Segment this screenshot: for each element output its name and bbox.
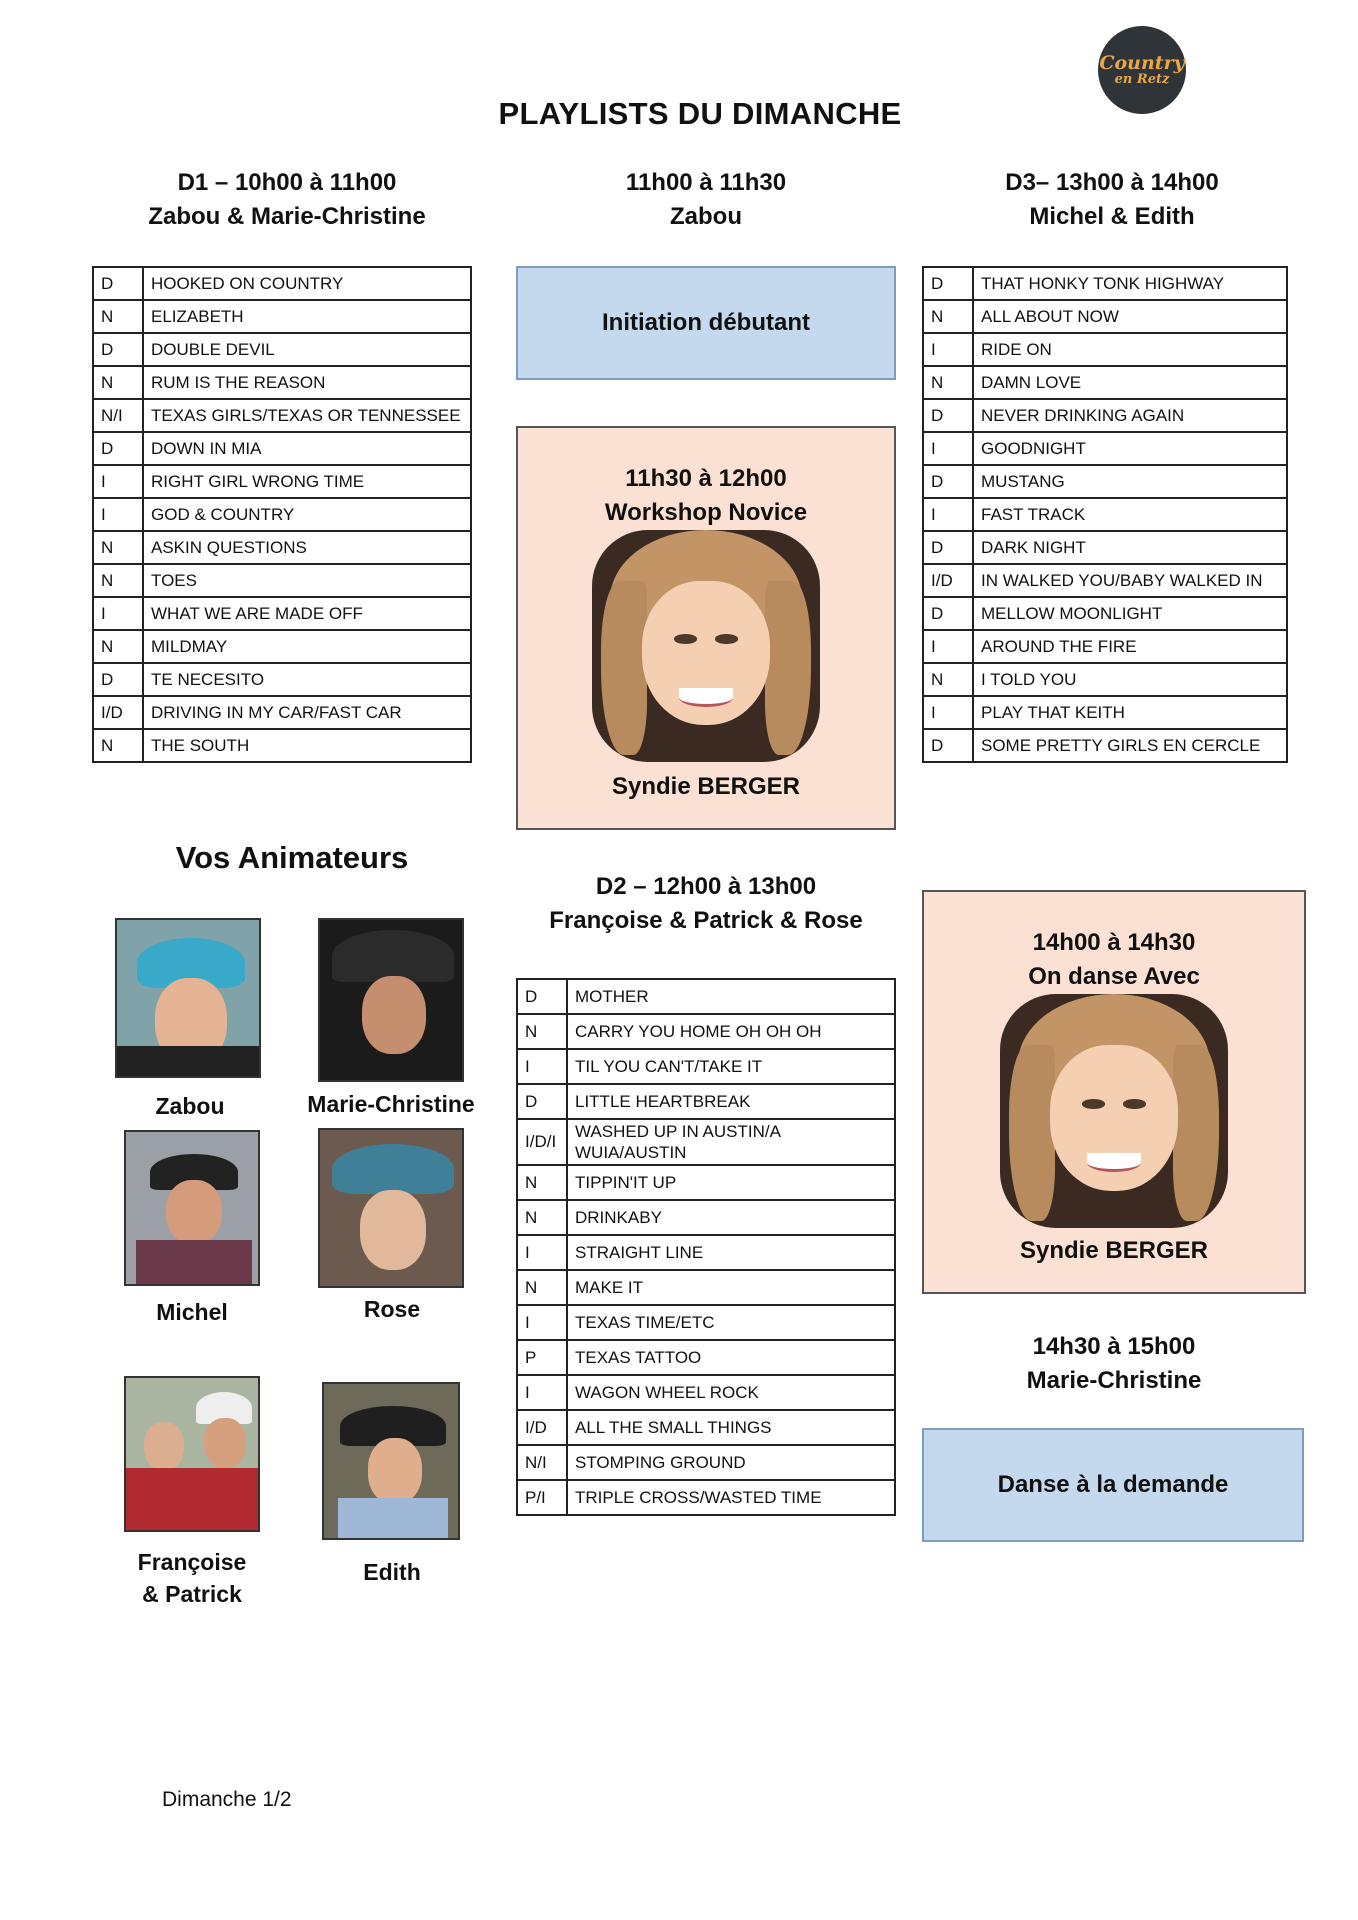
- dance-level-code: P: [517, 1340, 567, 1375]
- dance-level-code: I: [923, 333, 973, 366]
- dance-level-code: N: [517, 1200, 567, 1235]
- dance-level-code: I/D: [517, 1410, 567, 1445]
- song-title: TEXAS TIME/ETC: [567, 1305, 895, 1340]
- table-row: [93, 729, 471, 762]
- table-row: [517, 1084, 895, 1119]
- s1130-time: 11h00 à 11h30: [625, 169, 787, 196]
- logo-line1: Country: [1099, 52, 1185, 74]
- d3-hosts: Michel & Edith: [1029, 203, 1195, 230]
- table-row: [517, 1200, 895, 1235]
- animateurs-heading: Vos Animateurs: [175, 840, 409, 875]
- song-title: ELIZABETH: [143, 300, 471, 333]
- table-row: [923, 630, 1287, 663]
- dance-level-code: I: [93, 498, 143, 531]
- table-row: [923, 729, 1287, 762]
- song-title: ALL ABOUT NOW: [973, 300, 1287, 333]
- page-title: PLAYLISTS DU DIMANCHE: [498, 96, 902, 131]
- d2-header: [516, 870, 896, 938]
- zabou-photo: [115, 918, 261, 1078]
- dance-level-code: D: [93, 663, 143, 696]
- table-row: [923, 531, 1287, 564]
- table-row: [93, 597, 471, 630]
- on-danse-name: Syndie BERGER: [1019, 1237, 1209, 1264]
- table-row: [923, 597, 1287, 630]
- syndie-portrait: [592, 530, 820, 762]
- song-title: NEVER DRINKING AGAIN: [973, 399, 1287, 432]
- d1-header: [92, 166, 482, 234]
- dance-level-code: D: [923, 465, 973, 498]
- dance-level-code: N: [923, 663, 973, 696]
- song-title: MELLOW MOONLIGHT: [973, 597, 1287, 630]
- song-title: STOMPING GROUND: [567, 1445, 895, 1480]
- song-title: STRAIGHT LINE: [567, 1235, 895, 1270]
- song-title: WHAT WE ARE MADE OFF: [143, 597, 471, 630]
- song-title: DARK NIGHT: [973, 531, 1287, 564]
- d3-time: D3– 13h00 à 14h00: [1005, 169, 1219, 196]
- logo-line2: en Retz: [1114, 72, 1170, 87]
- dance-level-code: D: [923, 729, 973, 762]
- s1430-header: [922, 1330, 1306, 1398]
- workshop-label: Workshop Novice: [604, 499, 808, 526]
- dance-level-code: I/D: [93, 696, 143, 729]
- dance-level-code: N: [517, 1014, 567, 1049]
- marie-christine-photo: [318, 918, 464, 1082]
- song-title: CARRY YOU HOME OH OH OH: [567, 1014, 895, 1049]
- rose-name: Rose: [363, 1296, 421, 1322]
- song-title: [567, 1119, 895, 1165]
- song-title: GOODNIGHT: [973, 432, 1287, 465]
- table-row: [93, 498, 471, 531]
- table-row: [517, 1410, 895, 1445]
- dance-level-code: N: [93, 366, 143, 399]
- workshop-box: [516, 426, 896, 830]
- d3-header: [922, 166, 1302, 234]
- dance-level-code: I: [93, 597, 143, 630]
- michel-name: Michel: [156, 1299, 228, 1325]
- table-row: [923, 564, 1287, 597]
- table-row: [923, 366, 1287, 399]
- table-row: [923, 498, 1287, 531]
- table-row: [517, 1235, 895, 1270]
- dance-level-code: N: [517, 1165, 567, 1200]
- table-row: [517, 1119, 895, 1165]
- dance-level-code: P/I: [517, 1480, 567, 1515]
- table-row: [923, 465, 1287, 498]
- song-title: MILDMAY: [143, 630, 471, 663]
- table-row: [517, 979, 895, 1014]
- on-danse-time: 14h00 à 14h30: [1032, 929, 1196, 956]
- s1130-hosts: Zabou: [670, 203, 742, 230]
- song-title: ASKIN QUESTIONS: [143, 531, 471, 564]
- song-title: THAT HONKY TONK HIGHWAY: [973, 267, 1287, 300]
- song-title: GOD & COUNTRY: [143, 498, 471, 531]
- d1-hosts: Zabou & Marie-Christine: [148, 203, 426, 230]
- song-title: MAKE IT: [567, 1270, 895, 1305]
- table-row: [93, 696, 471, 729]
- d3-playlist-table: [922, 266, 1288, 763]
- song-title: WAGON WHEEL ROCK: [567, 1375, 895, 1410]
- table-row: [93, 465, 471, 498]
- zabou-name: Zabou: [155, 1093, 225, 1119]
- dance-level-code: D: [93, 267, 143, 300]
- francoise-patrick-photo: [124, 1376, 260, 1532]
- song-title-line1: WASHED UP IN AUSTIN/A: [575, 1122, 781, 1141]
- marie-christine-name: Marie-Christine: [307, 1091, 475, 1117]
- dance-level-code: D: [517, 979, 567, 1014]
- on-danse-label: On danse Avec: [1028, 963, 1200, 990]
- dance-level-code: D: [923, 597, 973, 630]
- song-title: FAST TRACK: [973, 498, 1287, 531]
- song-title: LITTLE HEARTBREAK: [567, 1084, 895, 1119]
- d1-playlist-table: [92, 266, 472, 763]
- s1130-header: [516, 166, 896, 234]
- song-title: THE SOUTH: [143, 729, 471, 762]
- table-row: [923, 399, 1287, 432]
- song-title: I TOLD YOU: [973, 663, 1287, 696]
- dance-level-code: I: [93, 465, 143, 498]
- dance-level-code: D: [923, 267, 973, 300]
- s1430-time: 14h30 à 15h00: [1032, 1333, 1196, 1360]
- table-row: [517, 1165, 895, 1200]
- song-title: DRINKABY: [567, 1200, 895, 1235]
- d1-time: D1 – 10h00 à 11h00: [177, 169, 397, 196]
- song-title: HOOKED ON COUNTRY: [143, 267, 471, 300]
- table-row: [93, 333, 471, 366]
- song-title: SOME PRETTY GIRLS EN CERCLE: [973, 729, 1287, 762]
- michel-photo: [124, 1130, 260, 1286]
- dance-level-code: N: [517, 1270, 567, 1305]
- dance-level-code: N: [923, 300, 973, 333]
- dance-level-code: I: [923, 696, 973, 729]
- dance-level-code: N: [93, 729, 143, 762]
- song-title: TEXAS TATTOO: [567, 1340, 895, 1375]
- dance-level-code: I: [517, 1049, 567, 1084]
- dance-level-code: N/I: [517, 1445, 567, 1480]
- table-row: [923, 663, 1287, 696]
- workshop-time: 11h30 à 12h00: [625, 465, 787, 492]
- song-title: DOWN IN MIA: [143, 432, 471, 465]
- table-row: [93, 630, 471, 663]
- on-danse-box: [922, 890, 1306, 1294]
- song-title: TIPPIN'IT UP: [567, 1165, 895, 1200]
- table-row: [517, 1049, 895, 1084]
- s1430-hosts: Marie-Christine: [1026, 1367, 1202, 1394]
- song-title: ALL THE SMALL THINGS: [567, 1410, 895, 1445]
- table-row: [93, 432, 471, 465]
- table-row: [517, 1480, 895, 1515]
- dance-level-code: I/D/I: [517, 1119, 567, 1165]
- song-title: AROUND THE FIRE: [973, 630, 1287, 663]
- dance-level-code: N: [93, 531, 143, 564]
- song-title: DAMN LOVE: [973, 366, 1287, 399]
- dance-level-code: N: [93, 300, 143, 333]
- table-row: [923, 333, 1287, 366]
- francoise-name: Françoise: [137, 1549, 247, 1575]
- table-row: [517, 1375, 895, 1410]
- table-row: [93, 564, 471, 597]
- table-row: [93, 300, 471, 333]
- dance-level-code: I: [517, 1375, 567, 1410]
- song-title: DRIVING IN MY CAR/FAST CAR: [143, 696, 471, 729]
- table-row: [923, 300, 1287, 333]
- table-row: [517, 1014, 895, 1049]
- d2-hosts: Françoise & Patrick & Rose: [549, 907, 863, 934]
- song-title: TRIPLE CROSS/WASTED TIME: [567, 1480, 895, 1515]
- dance-level-code: D: [93, 333, 143, 366]
- patrick-name: & Patrick: [142, 1581, 242, 1607]
- song-title: DOUBLE DEVIL: [143, 333, 471, 366]
- table-row: [93, 366, 471, 399]
- dance-level-code: I: [923, 432, 973, 465]
- dance-level-code: I/D: [923, 564, 973, 597]
- dance-level-code: N/I: [93, 399, 143, 432]
- song-title: TE NECESITO: [143, 663, 471, 696]
- dance-level-code: N: [93, 564, 143, 597]
- song-title: RIDE ON: [973, 333, 1287, 366]
- song-title: TIL YOU CAN'T/TAKE IT: [567, 1049, 895, 1084]
- song-title: IN WALKED YOU/BABY WALKED IN: [973, 564, 1287, 597]
- rose-photo: [318, 1128, 464, 1288]
- dance-level-code: I: [517, 1235, 567, 1270]
- table-row: [923, 267, 1287, 300]
- dance-level-code: I: [923, 498, 973, 531]
- danse-demande-label: Danse à la demande: [997, 1471, 1229, 1498]
- dance-level-code: D: [517, 1084, 567, 1119]
- song-title: TEXAS GIRLS/TEXAS OR TENNESSEE: [143, 399, 471, 432]
- edith-photo: [322, 1382, 460, 1540]
- dance-level-code: I: [923, 630, 973, 663]
- table-row: [93, 531, 471, 564]
- dance-level-code: D: [923, 531, 973, 564]
- initiation-label: Initiation débutant: [602, 309, 810, 336]
- table-row: [93, 267, 471, 300]
- table-row: [517, 1270, 895, 1305]
- song-title: RIGHT GIRL WRONG TIME: [143, 465, 471, 498]
- table-row: [93, 399, 471, 432]
- edith-name: Edith: [363, 1559, 421, 1585]
- d2-time: D2 – 12h00 à 13h00: [595, 873, 817, 900]
- syndie-portrait-2: [1000, 994, 1228, 1228]
- table-row: [93, 663, 471, 696]
- dance-level-code: N: [923, 366, 973, 399]
- dance-level-code: D: [923, 399, 973, 432]
- song-title: MUSTANG: [973, 465, 1287, 498]
- francoise-patrick-name: [110, 1546, 274, 1610]
- song-title: PLAY THAT KEITH: [973, 696, 1287, 729]
- song-title: MOTHER: [567, 979, 895, 1014]
- table-row: [923, 696, 1287, 729]
- song-title: TOES: [143, 564, 471, 597]
- d2-playlist-table: [516, 978, 896, 1516]
- workshop-name: Syndie BERGER: [611, 773, 801, 800]
- table-row: [517, 1305, 895, 1340]
- song-title-line2: WUIA/AUSTIN: [575, 1143, 687, 1162]
- table-row: [517, 1445, 895, 1480]
- dance-level-code: D: [93, 432, 143, 465]
- initiation-box: [516, 266, 896, 380]
- page-footer: Dimanche 1/2: [162, 1788, 292, 1811]
- song-title: RUM IS THE REASON: [143, 366, 471, 399]
- table-row: [923, 432, 1287, 465]
- danse-demande-box: [922, 1428, 1304, 1542]
- dance-level-code: I: [517, 1305, 567, 1340]
- table-row: [517, 1340, 895, 1375]
- dance-level-code: N: [93, 630, 143, 663]
